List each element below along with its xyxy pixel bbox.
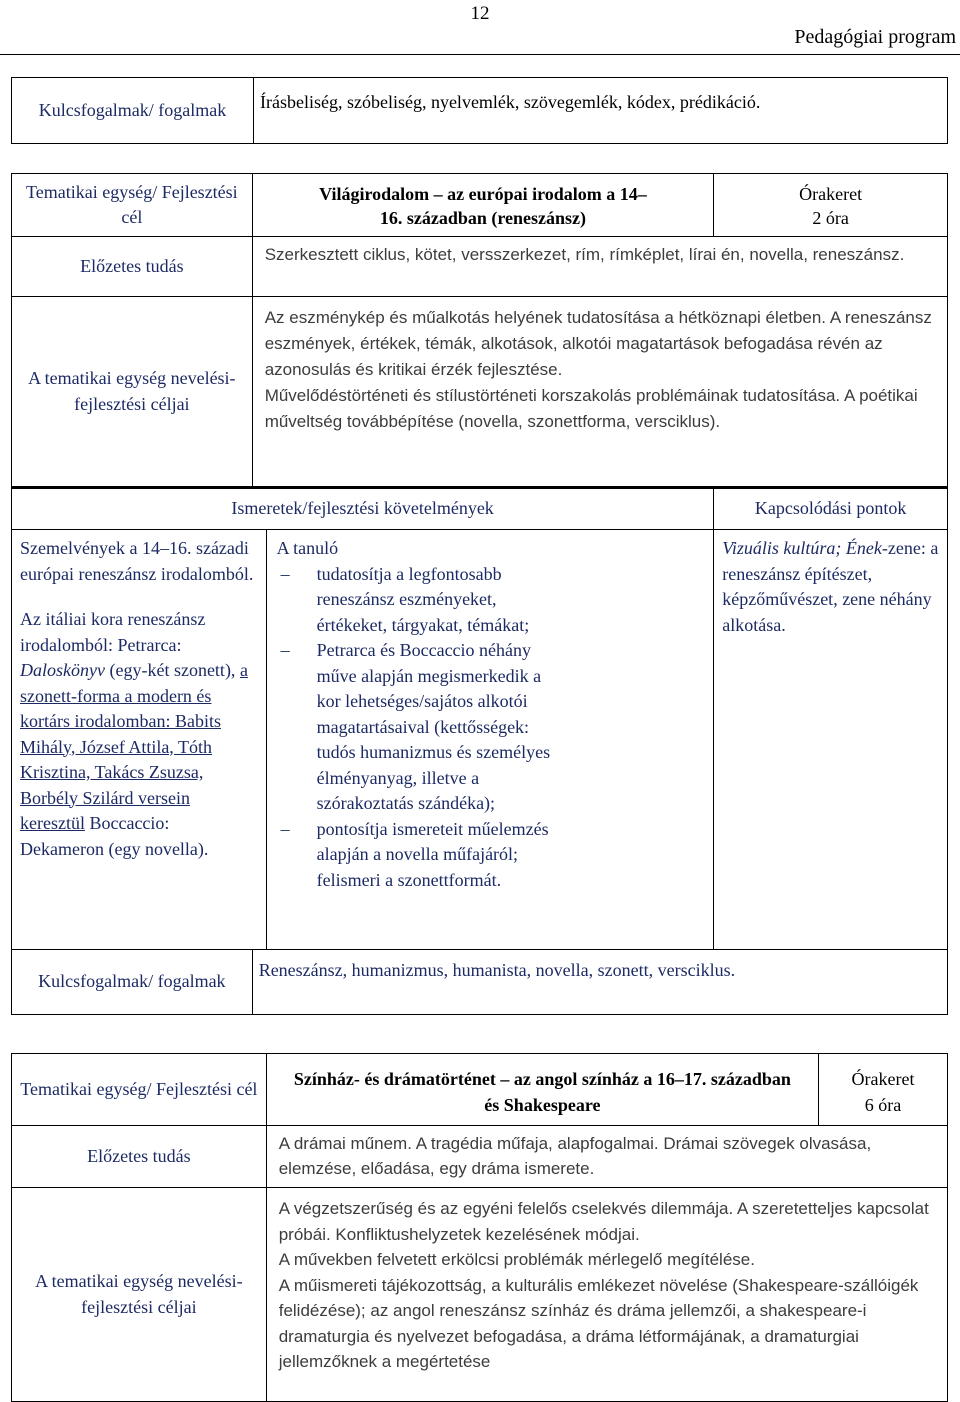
kapcsolodasi-text: zene: a reneszánsz építészet, képzőművészet, zene néhány alkotása. bbox=[722, 538, 939, 635]
szemelvenyek-cell bbox=[12, 530, 267, 950]
orakeret-label-2: Órakeret bbox=[851, 1069, 915, 1089]
elozetes-text-2: A drámai műnem. A tragédia műfaja, alapfogalmai. Drámai szövegek olvasása, elemzése, előadása, egy dráma ismerete. bbox=[266, 1126, 947, 1188]
drama-unit-table bbox=[11, 1053, 948, 1402]
boccaccio-text: Boccaccio: Dekameron (egy novella). bbox=[20, 813, 209, 859]
szemelvenyek-intro: Szemelvények a 14–16. századi európai reneszánsz irodalomból. bbox=[20, 538, 254, 584]
orakeret-label: Órakeret bbox=[799, 184, 863, 204]
kulcsfogalmak-table-top bbox=[11, 77, 948, 144]
kapcsolodasi-cell bbox=[714, 530, 948, 950]
renaissance-unit-table bbox=[11, 173, 948, 1015]
celjai-text-2b: A művekben felvetett erkölcsi problémák mérlegelő megítélése. bbox=[278, 1250, 755, 1269]
celjai-label: A tematikai egység nevelési-fejlesztési céljai bbox=[12, 297, 253, 488]
orakeret-cell bbox=[714, 174, 948, 237]
celjai-cell-2 bbox=[266, 1188, 947, 1402]
tanulo-item: – Petrarca és Boccaccio néhány műve alapján megismerkedik a kor lehetséges/sajátos alkotói magatartásaival (kettősségek: tudós humanizmus és személyes élményanyag, illetve a szórakoztatás szándéka); bbox=[277, 638, 552, 817]
tanulo-list bbox=[277, 562, 552, 894]
celjai-text-2a: A végzetszerűség és az egyéni felelős cselekvés dilemmája. A szeretetteljes kapcsolat próbái. Konfliktushelyzetek kezelésének módjai. bbox=[278, 1199, 929, 1244]
szemelvenyek-details bbox=[20, 607, 258, 862]
kapcsolodasi-subjects: Vizuális kultúra; Ének- bbox=[722, 538, 888, 558]
tanulo-item: – tudatosítja a legfontosabb reneszánsz eszményeket, értékeket, tárgyakat, témákat; bbox=[277, 562, 552, 639]
unit-title-2: Színház- és drámatörténet – az angol színház a 16–17. században és Shakespeare bbox=[266, 1054, 818, 1126]
modern-szonett-underlined: a szonett-forma a modern és kortárs irodalomban: Babits Mihály, József Attila, Tóth Krisztina, Takács Zsuzsa, Borbély Szilárd versein keresztül bbox=[20, 660, 248, 833]
kulcsfogalmak-label: Kulcsfogalmak/ fogalmak bbox=[12, 78, 254, 144]
page-header bbox=[0, 0, 960, 55]
daloskonyv-title: Daloskönyv bbox=[20, 660, 105, 680]
celjai-text: Az eszménykép és műalkotás helyének tudatosítása a hétköznapi életben. A reneszánsz eszmények, értékek, témák, alkotások, alkotói magatartások befogadása révén az azonosulás és kritikai érzék fejlesztése. bbox=[264, 308, 932, 379]
tanulo-label: A tanuló bbox=[276, 538, 339, 558]
orakeret-cell-2 bbox=[819, 1054, 948, 1126]
orakeret-value: 2 óra bbox=[812, 208, 849, 228]
kulcsfogalmak-text: Írásbeliség, szóbeliség, nyelvemlék, szövegemlék, kódex, prédikáció. bbox=[254, 78, 948, 144]
celjai-label-2: A tematikai egység nevelési-fejlesztési céljai bbox=[12, 1188, 267, 1402]
page-number: 12 bbox=[470, 3, 490, 24]
program-title: Pedagógiai program bbox=[794, 26, 956, 48]
tematikai-label: Tematikai egység/ Fejlesztési cél bbox=[12, 174, 253, 237]
kulcsfogalmak-text-2: Reneszánsz, humanizmus, humanista, novella, szonett, versciklus. bbox=[252, 950, 947, 1015]
itala-intro: Az itáliai kora reneszánsz irodalomból: Petrarca: bbox=[20, 609, 206, 655]
celjai-text-2: Művelődéstörténeti és stílustörténeti korszakolás problémáinak tudatosítása. A poétikai műveltség továbbépítése (novella, szonettforma, versciklus). bbox=[264, 386, 918, 431]
szonett-note: (egy-két szonett), bbox=[104, 660, 240, 680]
elozetes-label-2: Előzetes tudás bbox=[12, 1126, 267, 1188]
elozetes-text: Szerkesztett ciklus, kötet, versszerkezet, rím, rímképlet, lírai én, novella, reneszánsz. bbox=[252, 237, 947, 297]
tanulo-cell bbox=[266, 530, 714, 950]
tanulo-item: – pontosítja ismereteit műelemzés alapján a novella műfajáról; felismeri a szonettformát. bbox=[277, 817, 552, 894]
tematikai-label-2: Tematikai egység/ Fejlesztési cél bbox=[12, 1054, 267, 1126]
ismeretek-header: Ismeretek/fejlesztési követelmények bbox=[12, 488, 714, 530]
kapcsolodasi-header: Kapcsolódási pontok bbox=[714, 488, 948, 530]
elozetes-label: Előzetes tudás bbox=[12, 237, 253, 297]
celjai-text-2c: A műismereti tájékozottság, a kulturális emlékezet növelése (Shakespeare-szállóigék felidézése); az angol reneszánsz színház és dráma jellemzői, a shakespeare-i dramaturgia és nyelvezet befogadása, a dráma létformájának, a dramaturgiai jellemzőknek a megértetése bbox=[278, 1275, 919, 1371]
orakeret-value-2: 6 óra bbox=[864, 1095, 902, 1115]
kulcsfogalmak-label-2: Kulcsfogalmak/ fogalmak bbox=[12, 950, 253, 1015]
celjai-cell bbox=[252, 297, 947, 488]
unit-title: Világirodalom – az európai irodalom a 14–16. században (reneszánsz) bbox=[252, 174, 714, 237]
